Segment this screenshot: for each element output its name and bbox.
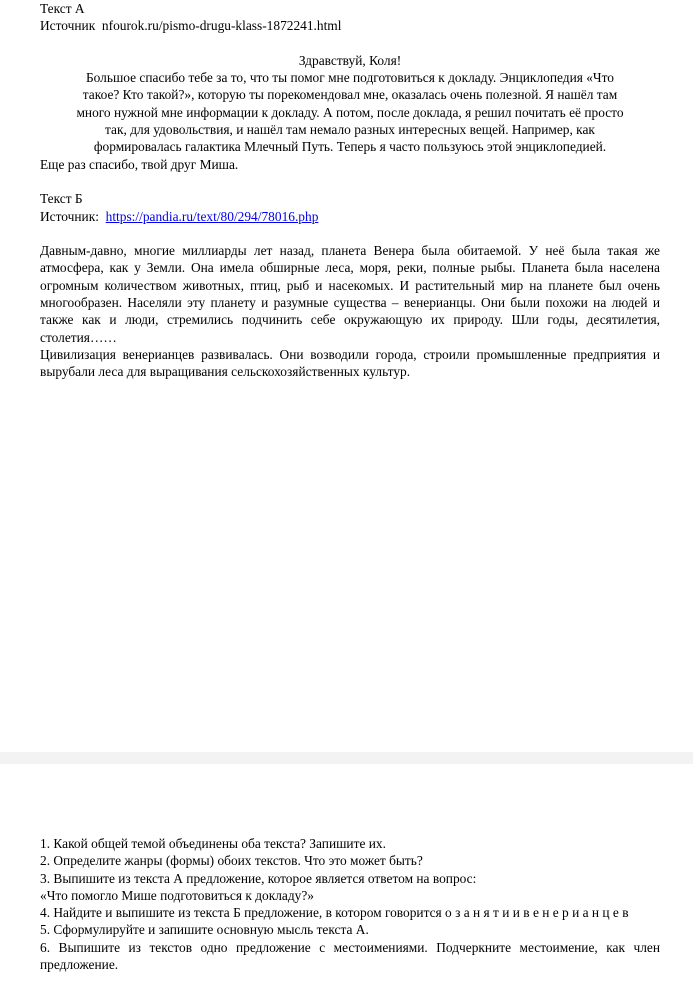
letter-greeting: Здравствуй, Коля! [298,52,402,68]
spacer [40,225,660,242]
text-b-heading: Текст Б [40,191,83,207]
text-b-source-label: Источник: [40,208,99,224]
text-a-source [40,17,660,34]
text-a-source-label: Источник [40,18,96,34]
letter-line-5: формировалась галактика Млечный Путь. Теперь я часто пользуюсь этой энциклопедией. [93,139,607,155]
text-a-heading: Текст А [40,1,85,16]
letter-line-2: такое? Кто такой?», которую ты порекомендовал мне, оказалась очень полезной. Я нашёл там [82,87,618,103]
question-3: 3. Выпишите из текста А предложение, которое является ответом на вопрос: [40,870,477,886]
text-a-source-value: nfourok.ru/pismo-drugu-klass-1872241.html [101,18,342,34]
spacer [40,173,660,190]
question-3-quote: «Что помогло Мише подготовиться к докладу?» [40,887,314,903]
text-b-source-link[interactable]: https://pandia.ru/text/80/294/78016.php [105,208,319,224]
question-1: 1. Какой общей темой объединены оба текста? Запишите их. [40,836,386,851]
question-4: 4. Найдите и выпишите из текста Б предложение, в котором говорится о з а н я т и и в е н е р и а н ц е в [40,905,629,921]
text-b-source [40,208,660,225]
text-b-paragraph-1: Давным-давно, многие миллиарды лет назад, планета Венера была обитаемой. У неё была такая же атмосфера, как у Земли. Она имела обширные леса, моря, реки, полные рыбы. Планета была населена огромным количеством животных, птиц, рыб и насекомых. И растительный мир на планете был очень многообразен. Населяли эту планету и разумные существа – венерианцы. Они были похожи на людей и также как и люди, стремились подчинить себе окружающую их природу. Шли годы, десятилетия, столетия…… [40,243,660,345]
letter-line-1: Большое спасибо тебе за то, что ты помог мне подготовиться к докладу. Энциклопедия «Что [85,70,615,86]
text-b-paragraph-2: Цивилизация венерианцев развивалась. Они возводили города, строили промышленные предприятия и вырубали леса для выращивания сельскохозяйственных культур. [40,346,660,380]
question-6: 6. Выпишите из текстов одно предложение с местоимениями. Подчеркните местоимение, как член предложение. [40,939,660,973]
spacer [40,35,660,52]
page-separator [0,752,693,764]
letter-line-3: много нужной мне информации к докладу. А потом, после доклада, я решил почитать её просто [76,104,624,120]
letter-closing: Еще раз спасибо, твой друг Миша. [40,156,239,172]
letter-line-4: так, для удовольствия, и нашёл там немало разных интересных вещей. Например, как [105,122,595,138]
question-5: 5. Сформулируйте и запишите основную мысль текста А. [40,922,369,938]
question-2: 2. Определите жанры (формы) обоих текстов. Что это может быть? [40,853,423,869]
page-1-content [40,0,660,381]
questions-list [40,835,660,973]
